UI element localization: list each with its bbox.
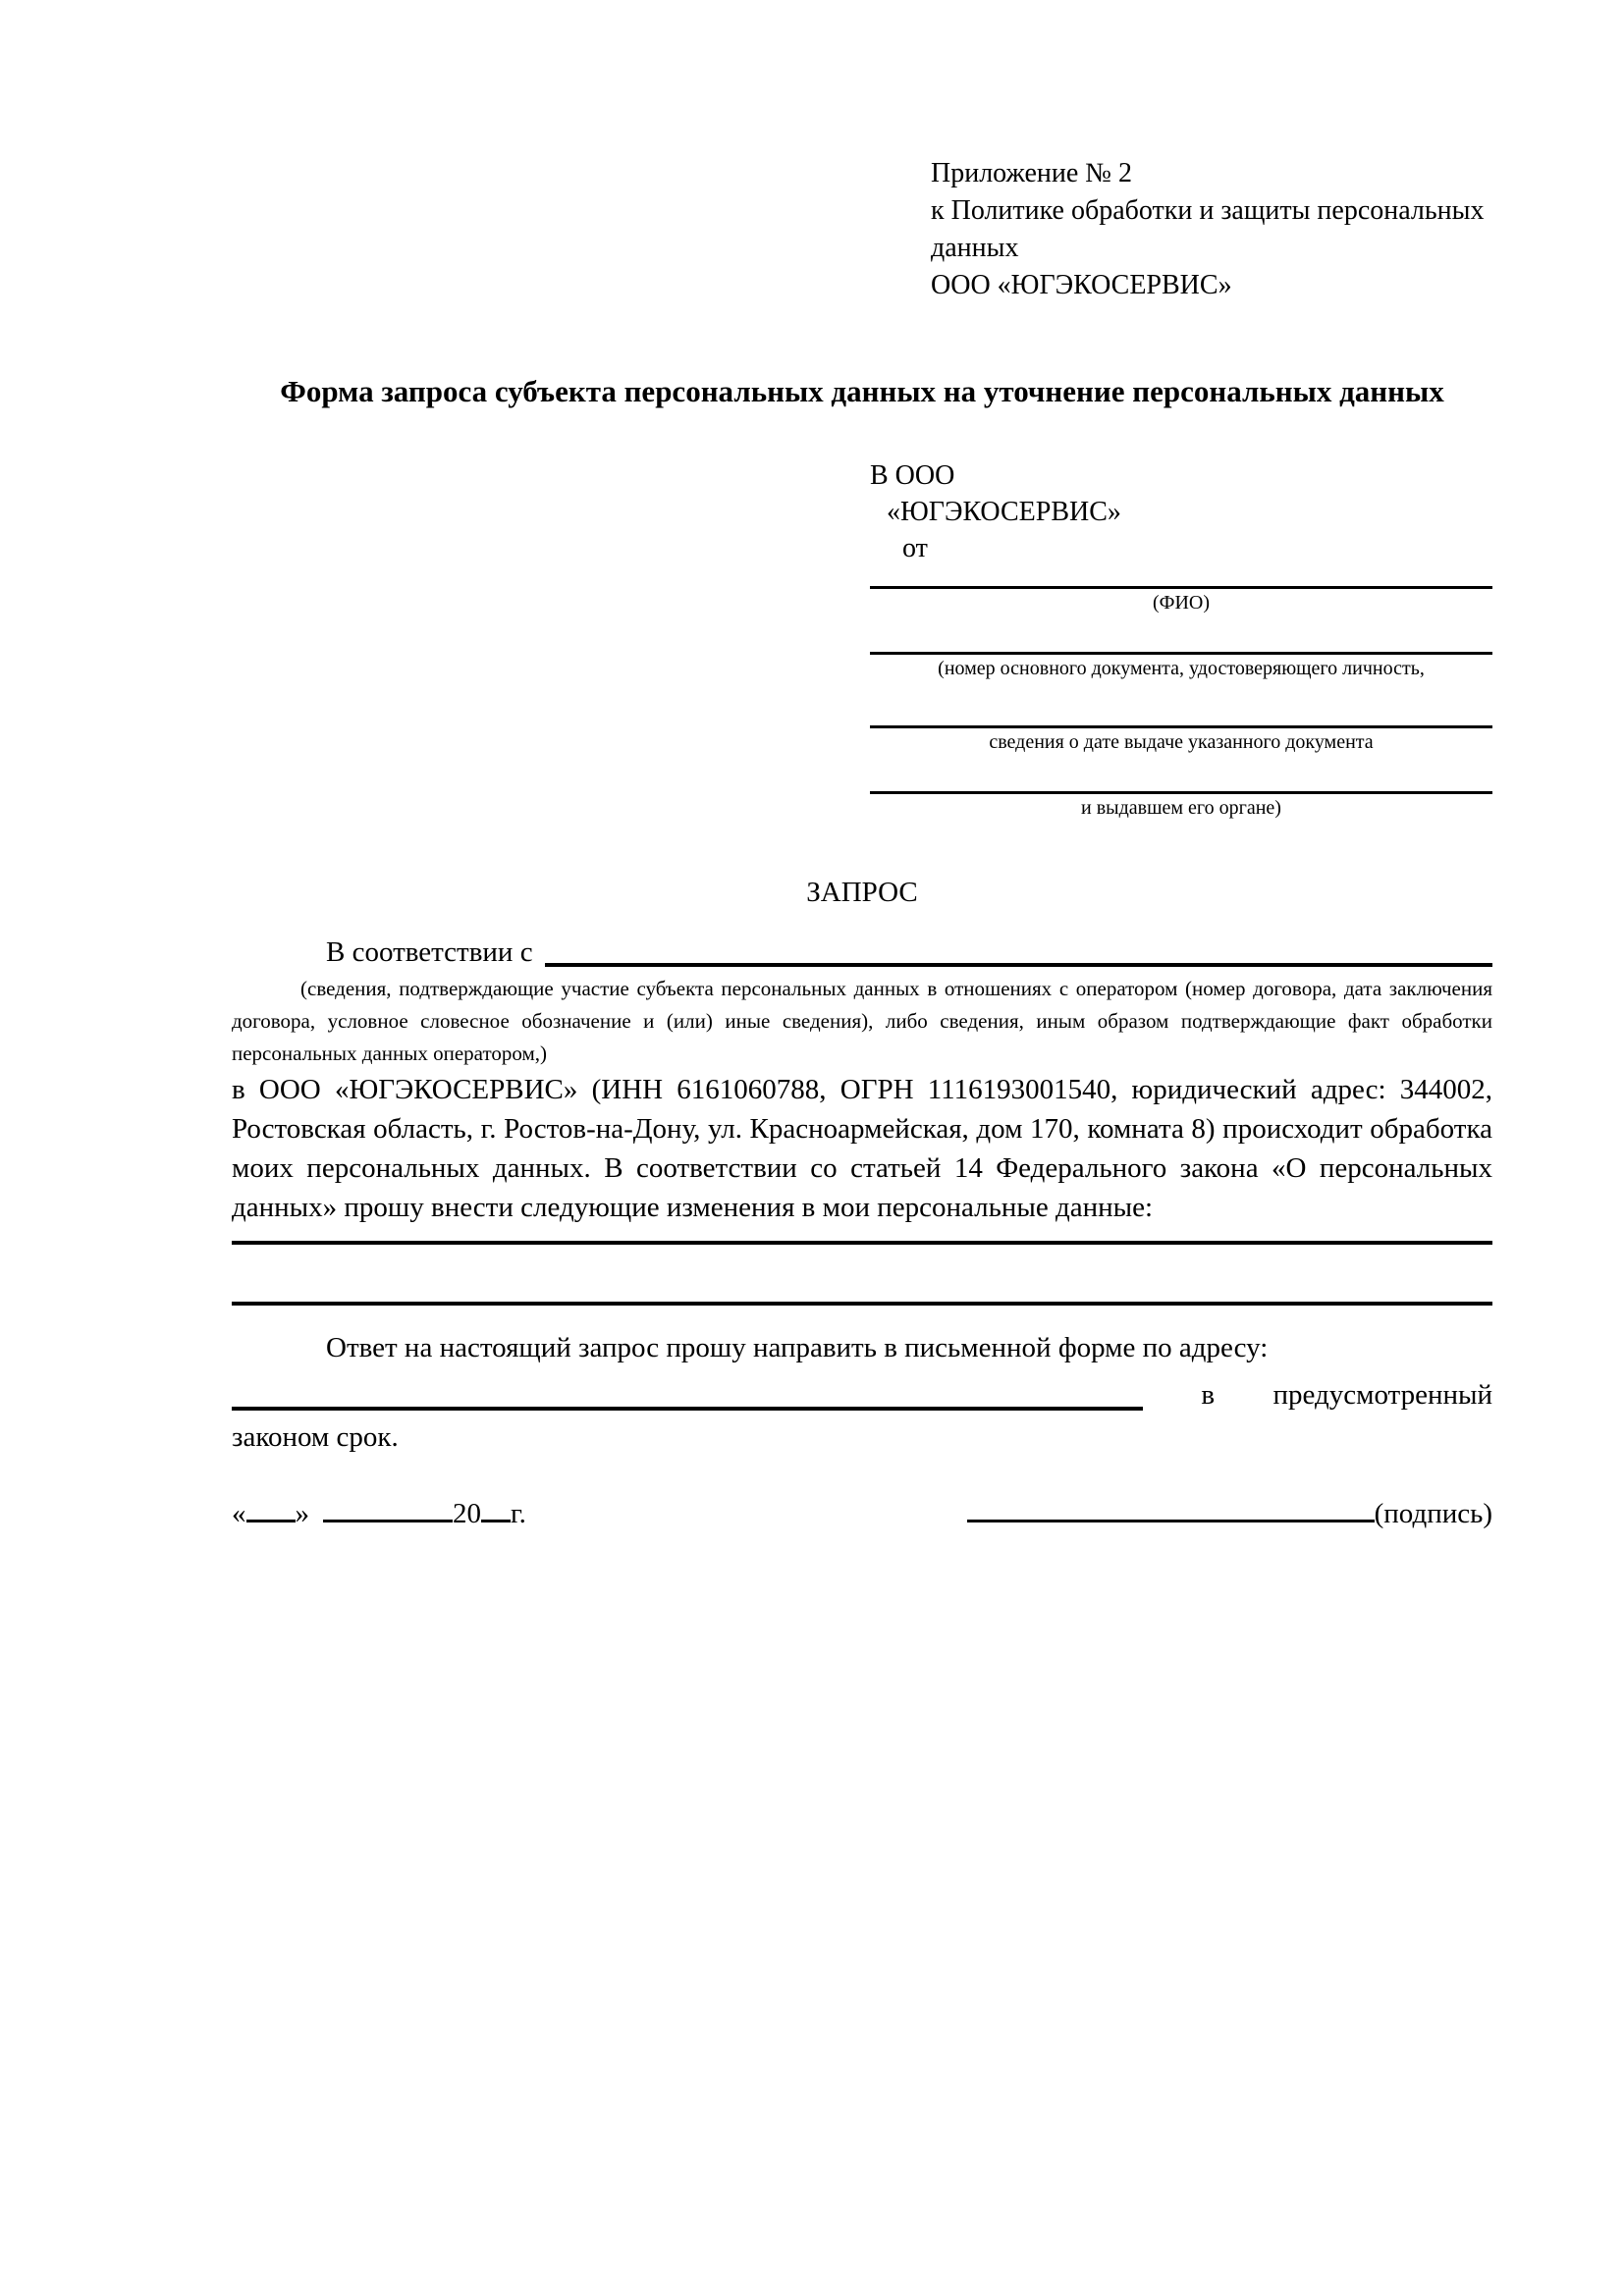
intro-row — [232, 932, 1492, 973]
request-body: в ООО «ЮГЭКОСЕРВИС» (ИНН 6161060788, ОГРН 1116193001540, юридический адрес: 344002, Ростовская область, г. Ростов-на-Дону, ул. Красноармейская, дом 170, комната 8) происходит обработка моих персональных данных. В соответствии со статьей 14 Федерального закона «О персональных данных» прошу внести следующие изменения в мои персональные данные: — [232, 1074, 1492, 1223]
document-number-field — [870, 616, 1492, 682]
year-prefix: 20 — [453, 1498, 481, 1529]
fio-field — [870, 566, 1492, 616]
year-blank-line — [481, 1494, 511, 1522]
addressee-to: В ООО — [870, 460, 955, 491]
issue-date-caption: сведения о дате выдаче указанного документа — [989, 731, 1374, 753]
day-open-quote: « — [232, 1498, 246, 1529]
fio-blank-line — [870, 566, 1492, 589]
fio-caption: (ФИО) — [1152, 592, 1210, 614]
reply-sentence: Ответ на настоящий запрос прошу направить в письменной форме по адресу: — [326, 1332, 1269, 1363]
month-blank-line — [323, 1494, 453, 1522]
policy-reference: к Политике обработки и защиты персональных данных — [931, 195, 1485, 263]
appendix-number: Приложение № 2 — [931, 158, 1132, 188]
changes-blank-line-1 — [232, 1227, 1492, 1245]
issuer-blank-line — [870, 756, 1492, 794]
document-number-blank-line — [870, 616, 1492, 655]
address-blank-line — [232, 1407, 1143, 1411]
issue-date-field — [870, 682, 1492, 756]
day-blank-line — [246, 1494, 296, 1522]
addressee-from-label: от — [902, 533, 928, 563]
date-group — [232, 1494, 526, 1533]
changes-blank-line-2 — [232, 1245, 1492, 1306]
reply-tail: законом срок. — [232, 1421, 399, 1453]
signature-caption: (подпись) — [1374, 1498, 1492, 1529]
addressee-company: «ЮГЭКОСЕРВИС» — [887, 497, 1121, 527]
reply-address-row — [232, 1368, 1492, 1415]
addressee-block — [870, 457, 1492, 822]
intro-blank-line — [545, 932, 1492, 967]
intro-prefix-text: В соответствии с — [326, 936, 533, 968]
reply-in-word: в — [1201, 1379, 1216, 1411]
signature-blank-line — [967, 1494, 1375, 1522]
issuer-caption: и выдавшем его органе) — [1081, 797, 1281, 819]
document-number-caption: (номер основного документа, удостоверяющего личность, — [938, 658, 1425, 679]
document-title: Форма запроса субъекта персональных данных на уточнение персональных данных — [280, 374, 1444, 408]
year-suffix: г. — [511, 1498, 526, 1529]
header-note — [931, 155, 1492, 304]
issue-date-blank-line — [870, 682, 1492, 728]
intro-note: (сведения, подтверждающие участие субъекта персональных данных в отношениях с оператором (номер договора, дата заключения договора, условное словесное обозначение и (или) иные сведения), либо сведения, иным образом подтверждающие факт обработки персональных данных оператором,) — [232, 977, 1492, 1065]
company-name: ООО «ЮГЭКОСЕРВИС» — [931, 270, 1232, 300]
day-close-quote: » — [295, 1498, 309, 1529]
signature-row — [232, 1494, 1492, 1533]
signature-group — [967, 1494, 1492, 1533]
reply-term-word: предусмотренный — [1272, 1379, 1492, 1411]
issuer-field — [870, 756, 1492, 822]
request-heading: ЗАПРОС — [806, 877, 918, 908]
